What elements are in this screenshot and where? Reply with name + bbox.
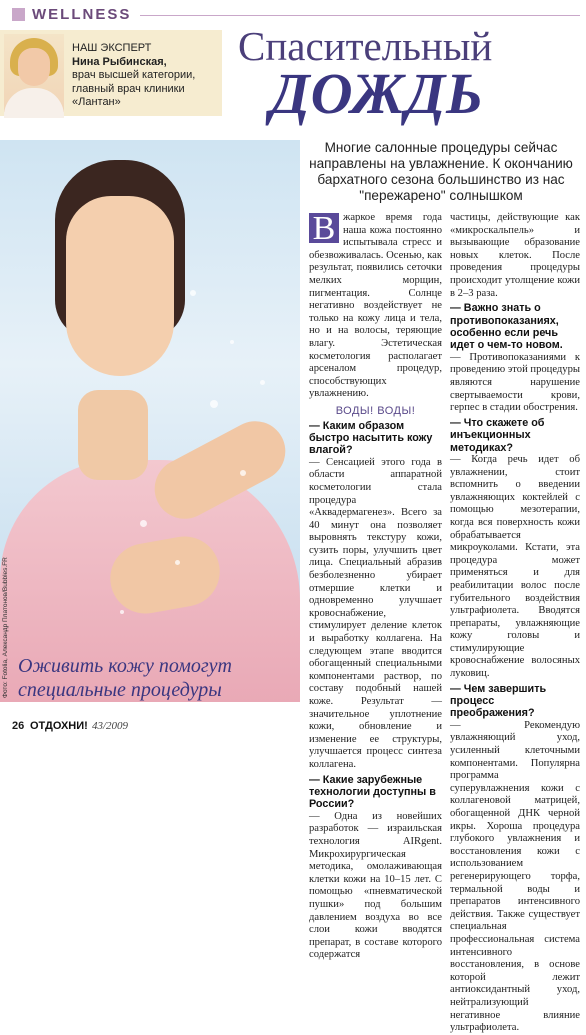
intro-paragraph: жаркое время года наша кожа постоянно испытывала стресс и обезвоживалась. Осенью, как результат, появились сеточки мелких морщин, пигментация. Солнце негативно воздействует не только на кожу лица и тела, но и на волосы, теряющие влагу. Эстетическая косметология располагает арсеналом процедур, способствующих увлажнению. <box>309 212 442 400</box>
magazine-name: ОТДОХНИ! <box>30 720 88 732</box>
expert-name: Нина Рыбинская, <box>72 55 167 68</box>
drop-cap: В <box>309 213 339 243</box>
title-line-1: Спасительный <box>238 23 493 69</box>
question-1: — Каким образом быстро насытить кожу влагой? <box>309 419 433 457</box>
section-marker <box>12 8 25 21</box>
expert-box <box>0 30 222 116</box>
model-face <box>66 196 174 376</box>
issue-number: 43/2009 <box>92 720 129 732</box>
page-footer <box>0 716 586 740</box>
section-label: WELLNESS <box>32 6 132 23</box>
photo-credit: Фото: Fotolia, Александр Платонов/Bubbles.FR <box>2 557 9 698</box>
answer-1: — Сенсацией этого года в области аппаратной косметологии стала процедура «Аквадермагенез». Всего за 40 минут она позволяет выровнять текстуру кожи, сузить поры, улучшить цвет лица. Специальный абразив безболезненно убирает отмершие клетки и одновременно улучшает кровоснабжение, стимулирует деление клеток и выработку коллагена. На следующем этапе вводится обогащенный специальными компонентами раствор, по составу подобный нашей коже. Результат — значительное уплотнение кожи, обновление и изменение ее структуры, улучшается процесс синтеза коллагена. <box>309 456 442 770</box>
expert-photo <box>4 34 64 112</box>
article-column-2 <box>450 212 581 1034</box>
article-column-1 <box>309 210 442 961</box>
page-number: 26 <box>12 720 25 732</box>
question-4: — Что скажете об инъекционных методиках? <box>450 416 545 454</box>
expert-text <box>72 42 220 110</box>
answer-5: — Рекомендую увлажняющий уход, усиленный клеточными компонентами. Популярна программа суперувлажнения кожи с коллагеновой матрицей, обогащенной ДНК черной икры. Хороша процедура глубокого увлажнения и восстановления кожи с использованием регенерирующего торфа, термальной воды и препаратов интенсивного действия. Также существует специальная профессиональная система интенсивного восстановления, в основе которой лежит антиоксидантный уход, нейтрализующий негативное влияние ультрафиолета. <box>450 719 580 1034</box>
expert-heading: НАШ ЭКСПЕРТ <box>72 42 152 54</box>
photo-caption: Оживить кожу помогут специальные процедуры <box>18 655 232 701</box>
expert-role: врач высшей категории, главный врач клиники «Лантан» <box>72 69 196 108</box>
answer-2: — Одна из новейших разработок — израильская технология AIRgent. Микрохирургическая методика, омолаживающая клетки кожи на 10–15 лет. С помощью «пневматической пушки» под большим давлением воздуха во все слои кожи вводятся препарат, в составе которого содержатся <box>309 810 442 961</box>
continued-paragraph: частицы, действующие как «микроскальпель» и вызывающие образование новых клеток. После проведения процедуры происходит утолщение кожи в 2–3 раза. <box>450 212 580 299</box>
answer-3: — Противопоказаниями к проведению этой процедуры являются нарушение свертываемости крови, герпес в стадии обострения. <box>450 351 581 414</box>
section-rule <box>140 15 580 16</box>
main-photo <box>0 140 300 702</box>
question-3: — Важно знать о противопоказаниях, особенно если речь идет о чем-то новом. <box>450 302 563 352</box>
title-line-2: ДОЖДЬ <box>270 61 484 126</box>
question-2: — Какие зарубежные технологии доступны в России? <box>309 773 436 811</box>
answer-4: — Когда речь идет об увлажнении, стоит вспомнить о введении увлажняющих коктейлей с помощью мезотерапии, когда вся поверхность кожи обрабатывается микроуколами. Кстати, эта процедура может применяться и для реабилитации волос после губительного воздействия ультрафиолета. Вводятся препараты, увлажняющие кожу головы и стимулирующие кровоснабжение волосяных луковиц. <box>450 453 580 680</box>
lead-paragraph: Многие салонные процедуры сейчас направлены на увлажнение. К окончанию бархатного сезона большинство из нас "пережарено" солнышком <box>309 140 573 203</box>
subheading: ВОДЫ! ВОДЫ! <box>335 404 416 417</box>
section-header <box>0 6 586 24</box>
question-5: — Чем завершить процесс преображения? <box>450 682 547 720</box>
